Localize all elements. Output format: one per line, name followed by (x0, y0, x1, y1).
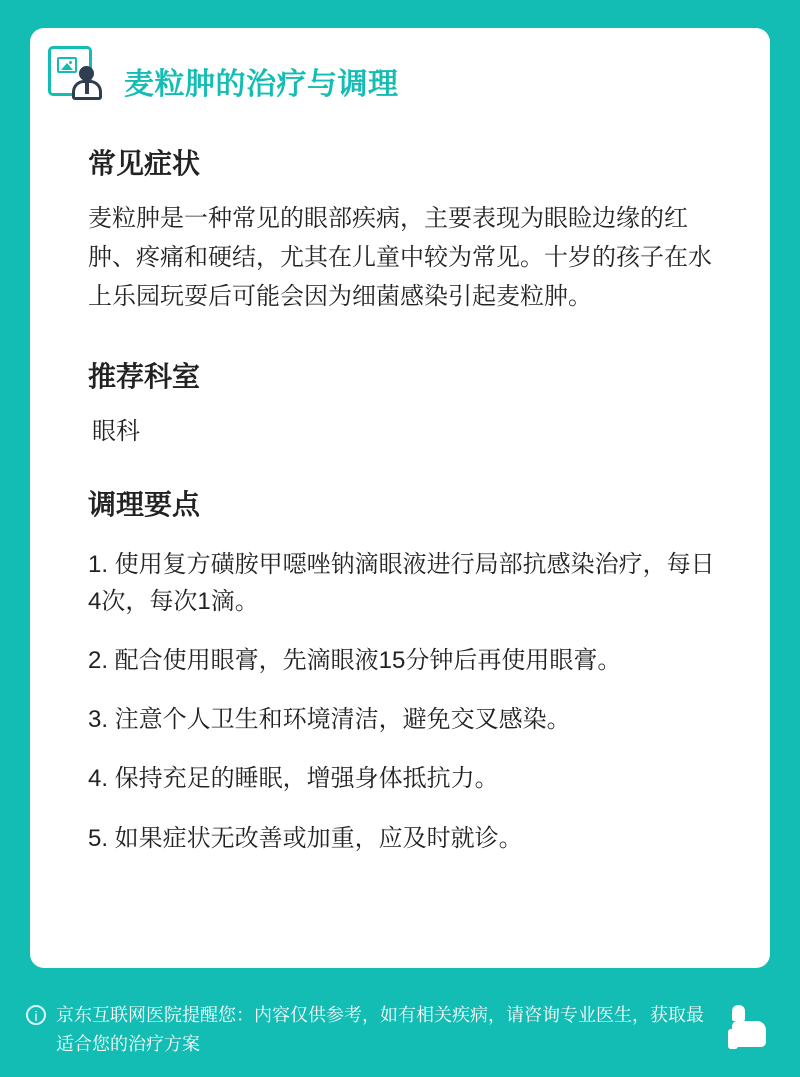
list-item: 3. 注意个人卫生和环境清洁，避免交叉感染。 (88, 706, 571, 734)
section-heading-department: 推荐科室 (88, 360, 201, 392)
avatar-tie (85, 82, 89, 94)
info-icon: i (26, 1005, 46, 1025)
section-heading-care: 调理要点 (88, 489, 201, 521)
thumb-palm (732, 1021, 766, 1047)
footer-disclaimer-bar (0, 985, 800, 1077)
avatar-head (79, 66, 94, 81)
care-list (88, 546, 738, 857)
content-card (30, 28, 770, 968)
symptoms-text: 麦粒肿是一种常见的眼部疾病，主要表现为眼睑边缘的红肿、疼痛和硬结，尤其在儿童中较为常见。十岁的孩子在水上乐园玩耍后可能会因为细菌感染引起麦粒肿。 (88, 204, 712, 310)
department-value: 眼科 (92, 417, 140, 445)
doctor-document-icon (48, 46, 102, 100)
list-item: 4. 保持充足的睡眠，增强身体抵抗力。 (88, 765, 499, 793)
list-item: 2. 配合使用眼膏，先滴眼液15分钟后再使用眼膏。 (88, 647, 622, 675)
list-item: 5. 如果症状无改善或加重，应及时就诊。 (88, 824, 523, 852)
doctor-avatar-icon (72, 66, 102, 100)
section-heading-symptoms: 常见症状 (88, 147, 201, 179)
thumbs-up-icon[interactable] (728, 1003, 774, 1049)
disclaimer-text: 京东互联网医院提醒您：内容仅供参考，如有相关疾病，请咨询专业医生，获取最适合您的治疗方案 (56, 1004, 704, 1054)
page-title: 麦粒肿的治疗与调理 (124, 68, 399, 101)
thumb-finger (732, 1005, 745, 1021)
list-item: 1. 使用复方磺胺甲噁唑钠滴眼液进行局部抗感染治疗，每日4次，每次1滴。 (88, 550, 715, 615)
